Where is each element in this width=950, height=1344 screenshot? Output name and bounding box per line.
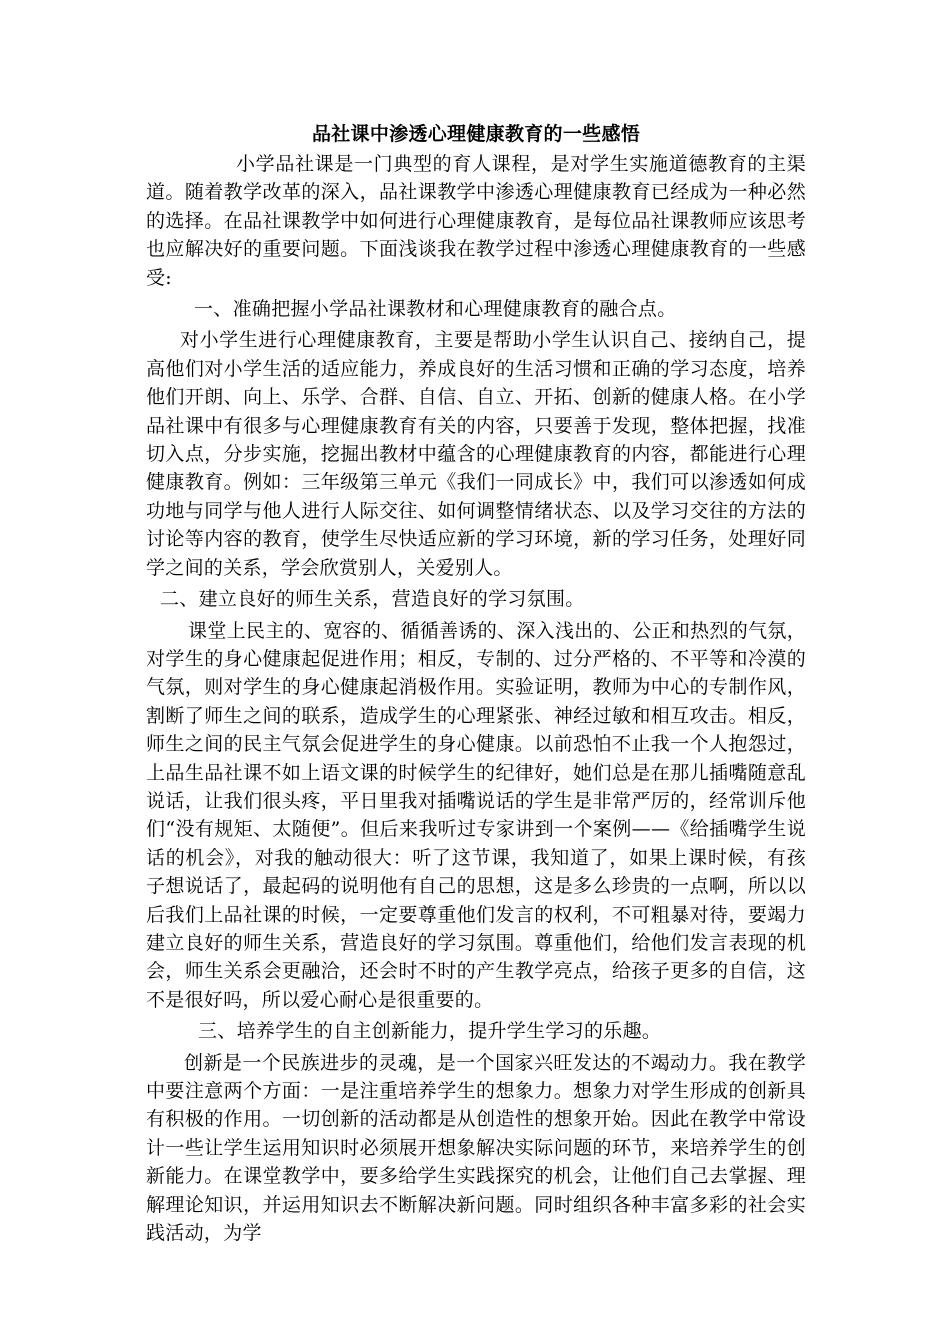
document-title: 品社课中渗透心理健康教育的一些感悟 <box>311 123 641 145</box>
section-1-paragraph: 对小学生进行心理健康教育，主要是帮助小学生认识自己、接纳自己，提高他们对小学生活的适应能力，养成良好的生活习惯和正确的学习态度，培养他们开朗、向上、乐学、合群、自信、自立、开拓、创新的健康人格。在小学品社课中有很多与心理健康教育有关的内容，只要善于发现，整体把握，找准切入点，分步实施，挖掘出教材中蕴含的心理健康教育的内容，都能进行心理健康教育。例如：三年级第三单元《我们一同成长》中，我们可以渗透如何成功地与同学与他人进行人际交往、如何调整情绪状态、以及学习交往的方法的讨论等内容的教育，使学生尽快适应新的学习环境，新的学习任务，处理好同学之间的关系，学会欣赏别人，关爱别人。 <box>146 329 806 579</box>
section-2-heading: 二、建立良好的师生关系，营造良好的学习氛围。 <box>160 588 585 611</box>
section-3-paragraph: 创新是一个民族进步的灵魂，是一个国家兴旺发达的不竭动力。我在教学中要注意两个方面：一是注重培养学生的想象力。想象力对学生形成的创新具有积极的作用。一切创新的活动都是从创造性的想象开始。因此在教学中常设计一些让学生运用知识时必须展开想象解决实际问题的环节，来培养学生的创新能力。在课堂教学中，要多给学生实践探究的机会，让他们自己去掌握、理解理论知识，并运用知识去不断解决新问题。同时组织各种丰富多彩的社会实践活动，为学 <box>146 1051 806 1245</box>
section-3-heading: 三、培养学生的自主创新能力，提升学生学习的乐趣。 <box>198 1020 662 1043</box>
section-1-heading: 一、准确把握小学品社课教材和心理健康教育的融合点。 <box>194 298 677 321</box>
intro-paragraph: 小学品社课是一门典型的育人课程，是对学生实施道德教育的主渠道。随着教学改革的深入，品社课教学中渗透心理健康教育已经成为一种必然的选择。在品社课教学中如何进行心理健康教育，是每位品社课教师应该思考也应解决好的重要问题。下面浅谈我在教学过程中渗透心理健康教育的一些感受: <box>146 153 806 289</box>
section-2-paragraph: 课堂上民主的、宽容的、循循善诱的、深入浅出的、公正和热烈的气氛，对学生的身心健康起促进作用；相反，专制的、过分严格的、不平等和冷漠的气氛，则对学生的身心健康起消极作用。实验证明，教师为中心的专制作风，割断了师生之间的联系，造成学生的心理紧张、神经过敏和相互攻击。相反，师生之间的民主气氛会促进学生的身心健康。以前恐怕不止我一个人抱怨过，上品生品社课不如上语文课的时候学生的纪律好，她们总是在那儿插嘴随意乱说话，让我们很头疼，平日里我对插嘴说话的学生是非常严厉的，经常训斥他们“没有规矩、太随便”。但后来我听过专家讲到一个案例——《给插嘴学生说话的机会》，对我的触动很大：听了这节课，我知道了，如果上课时候，有孩子想说话了，最起码的说明他有自己的思想，这是多么珍贵的一点啊，所以以后我们上品社课的时候，一定要尊重他们发言的权利，不可粗暴对待，要竭力建立良好的师生关系，营造良好的学习氛围。尊重他们，给他们发言表现的机会，师生关系会更融洽，还会时不时的产生教学亮点，给孩子更多的自信，这不是很好吗，所以爱心耐心是很重要的。 <box>146 619 806 1011</box>
document-body <box>146 120 806 1247</box>
